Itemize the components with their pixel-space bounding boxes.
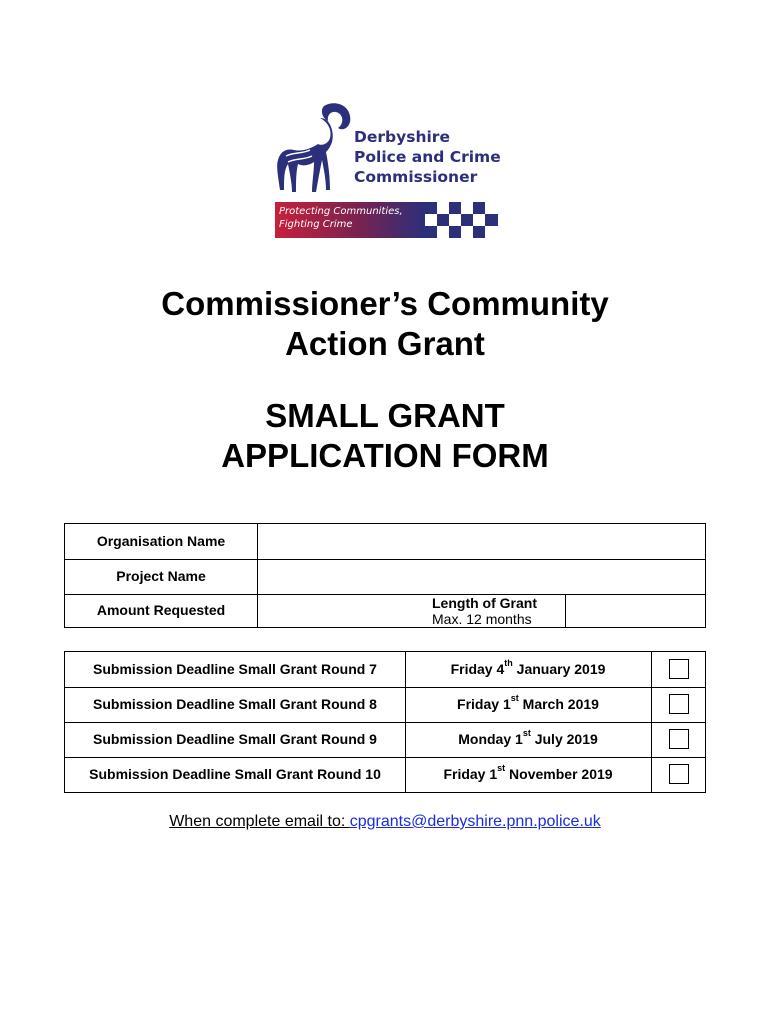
pcc-logo: [272, 100, 502, 240]
deadline-suffix: st: [522, 728, 531, 739]
round-8-checkbox[interactable]: [669, 694, 689, 714]
deadline-month-year: November 2019: [505, 766, 613, 782]
subtitle-line-1: SMALL GRANT: [265, 397, 505, 434]
submission-instructions: [0, 813, 770, 831]
organisation-logo-text: [354, 127, 501, 187]
deadline-row: [65, 652, 705, 687]
length-of-grant-label-cell: [428, 595, 564, 627]
deadline-day: Friday 1: [457, 696, 511, 712]
organisation-name-label: Organisation Name: [96, 533, 226, 549]
deadline-round-label: Submission Deadline Small Grant Round 10: [89, 766, 381, 782]
deadline-date: [405, 757, 651, 792]
deadline-date: [405, 722, 651, 757]
document-title: [0, 284, 770, 364]
deadline-day: Monday 1: [458, 731, 523, 747]
organisation-name-field[interactable]: [258, 524, 705, 559]
applicant-info-table: [64, 523, 706, 628]
length-of-grant-field[interactable]: [566, 595, 705, 627]
amount-requested-label: Amount Requested: [96, 602, 226, 618]
logo-line-3: Commissioner: [354, 168, 478, 186]
subtitle-line-2: APPLICATION FORM: [221, 437, 549, 474]
amount-requested-field[interactable]: [258, 595, 428, 627]
deadline-round-label: Submission Deadline Small Grant Round 9: [93, 731, 377, 747]
email-instruction-text: When complete email to:: [169, 813, 350, 830]
deadline-date: [405, 687, 651, 722]
title-line-1: Commissioner’s Community: [161, 285, 609, 322]
deadline-row: [65, 722, 705, 757]
round-7-checkbox[interactable]: [669, 659, 689, 679]
length-of-grant-label: Length of Grant: [432, 595, 537, 611]
deadline-round-label: Submission Deadline Small Grant Round 7: [93, 661, 377, 677]
deadline-month-year: July 2019: [530, 731, 598, 747]
logo-line-2: Police and Crime: [354, 148, 501, 166]
round-10-checkbox[interactable]: [669, 764, 689, 784]
project-name-field[interactable]: [258, 560, 705, 594]
deadline-suffix: st: [497, 763, 506, 774]
length-of-grant-note: Max. 12 months: [432, 611, 532, 627]
logo-line-1: Derbyshire: [354, 128, 450, 146]
title-line-2: Action Grant: [285, 325, 485, 362]
tagline-line-1: Protecting Communities,: [279, 206, 403, 217]
logo-tagline: [279, 205, 403, 231]
deadline-date: [405, 652, 651, 687]
round-9-checkbox[interactable]: [669, 729, 689, 749]
project-name-label: Project Name: [116, 568, 206, 584]
deadline-month-year: March 2019: [518, 696, 599, 712]
deadline-row: [65, 757, 705, 792]
email-link[interactable]: cpgrants@derbyshire.pnn.police.uk: [349, 813, 601, 830]
deadline-day: Friday 4: [450, 661, 505, 677]
tagline-line-2: Fighting Crime: [279, 219, 353, 230]
deadline-suffix: th: [504, 658, 513, 669]
form-title: [0, 396, 770, 476]
deadline-day: Friday 1: [443, 766, 498, 782]
deadline-row: [65, 687, 705, 722]
deadline-round-label: Submission Deadline Small Grant Round 8: [93, 696, 377, 712]
deadline-table: [64, 651, 706, 793]
ram-icon: [272, 100, 352, 195]
deadline-suffix: st: [510, 693, 519, 704]
deadline-month-year: January 2019: [512, 661, 606, 677]
